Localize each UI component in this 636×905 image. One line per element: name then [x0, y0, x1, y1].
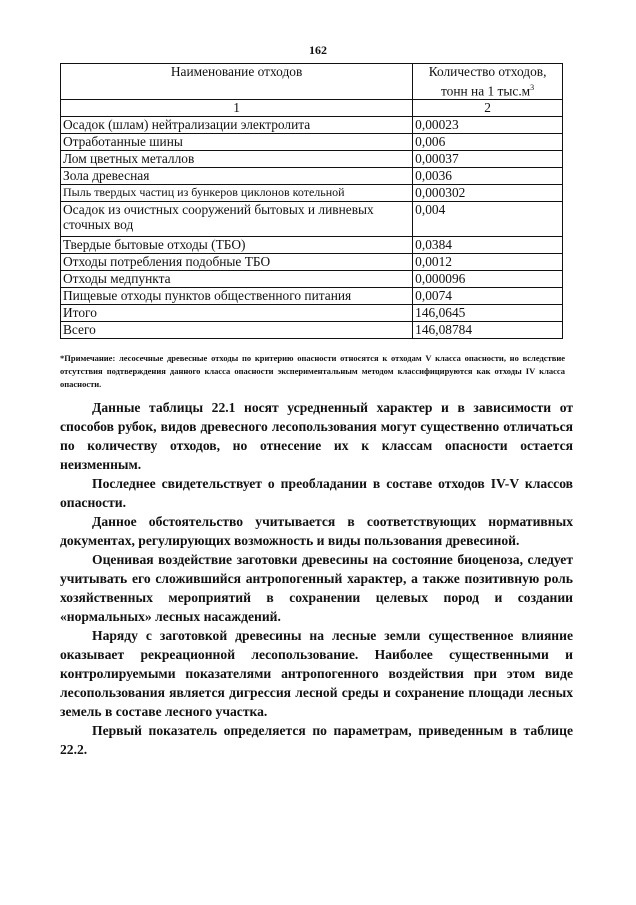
waste-value-cell: 0,0074 [413, 288, 563, 305]
waste-name-cell: Осадок (шлам) нейтрализации электролита [61, 117, 413, 134]
table-row-subtotal [61, 305, 563, 322]
waste-name-cell: Зола древесная [61, 168, 413, 185]
waste-value-cell: 0,0036 [413, 168, 563, 185]
table-header-row [61, 64, 563, 100]
waste-value-cell: 146,0645 [413, 305, 563, 322]
table-footnote: *Примечание: лесосечные древесные отходы по критерию опасности относятся к отходам V класса опасности, но вследствие отсутствия подтверждения данного класса опасности экспериментальным методом классифицируются как отходы IV класса опасности. [60, 353, 565, 389]
waste-name-cell: Отработанные шины [61, 134, 413, 151]
table-row [61, 185, 563, 202]
table-row [61, 271, 563, 288]
paragraph: Первый показатель определяется по параметрам, приведенным в таблице 22.2. [60, 723, 573, 757]
table-row [61, 134, 563, 151]
header-amount-sup: 3 [530, 83, 535, 92]
body-text [60, 398, 573, 759]
table-row [61, 202, 563, 237]
waste-value-cell: 0,000302 [413, 185, 563, 202]
waste-value-cell: 0,000096 [413, 271, 563, 288]
waste-value-cell: 0,00037 [413, 151, 563, 168]
waste-value-cell: 0,0384 [413, 237, 563, 254]
column-number-1: 1 [61, 100, 413, 117]
table-row [61, 288, 563, 305]
waste-value-cell: 0,004 [413, 202, 563, 237]
paragraph: Данные таблицы 22.1 носят усредненный характер и в зависимости от способов рубок, видов древесного лесопользования могут существенно отличаться по количеству отходов, но отнесение их к классам опасности остается неизменным. [60, 400, 573, 472]
waste-name-cell: Твердые бытовые отходы (ТБО) [61, 237, 413, 254]
table-row [61, 237, 563, 254]
waste-name-cell: Отходы потребления подобные ТБО [61, 254, 413, 271]
waste-name-cell: Осадок из очистных сооружений бытовых и ливневых сточных вод [61, 202, 413, 237]
waste-value-cell: 0,00023 [413, 117, 563, 134]
waste-name-cell: Пыль твердых частиц из бункеров циклонов котельной [61, 185, 413, 202]
header-amount-line1: Количество отходов, [428, 64, 547, 79]
paragraph: Оценивая воздействие заготовки древесины на состояние биоценоза, следует учитывать его сложившийся антропогенный характер, а также позитивную роль хозяйственных мероприятий в сохранении целевых пород и создании «нормальных» лесных насаждений. [60, 552, 573, 624]
waste-name-cell: Всего [61, 322, 413, 339]
table-row [61, 168, 563, 185]
table-row [61, 254, 563, 271]
waste-name-cell: Лом цветных металлов [61, 151, 413, 168]
waste-value-cell: 0,0012 [413, 254, 563, 271]
paragraph: Наряду с заготовкой древесины на лесные земли существенное влияние оказывает рекреационной лесопользование. Наиболее существенными и контролируемыми показателями антропогенного воздействия при этом виде лесопользования является дигрессия лесной среды и сохранение площади лесных земель в составе лесного участка. [60, 628, 573, 719]
paragraph: Последнее свидетельствует о преобладании в составе отходов IV-V классов опасности. [60, 476, 573, 510]
waste-value-cell: 0,006 [413, 134, 563, 151]
header-amount-line2: тонн на 1 тыс.м [440, 83, 531, 99]
table-row [61, 151, 563, 168]
waste-value-cell: 146,08784 [413, 322, 563, 339]
waste-name-cell: Итого [61, 305, 413, 322]
waste-table [60, 63, 563, 339]
waste-name-cell: Пищевые отходы пунктов общественного питания [61, 288, 413, 305]
paragraph: Данное обстоятельство учитывается в соответствующих нормативных документах, регулирующих возможность и виды пользования древесиной. [60, 514, 573, 548]
column-number-2: 2 [413, 100, 563, 117]
page-number: 162 [309, 43, 327, 57]
table-numbering-row [61, 100, 563, 117]
header-waste-name: Наименование отходов [61, 64, 413, 100]
table-row-total [61, 322, 563, 339]
waste-name-cell: Отходы медпункта [61, 271, 413, 288]
table-row [61, 117, 563, 134]
header-waste-amount [413, 64, 563, 100]
